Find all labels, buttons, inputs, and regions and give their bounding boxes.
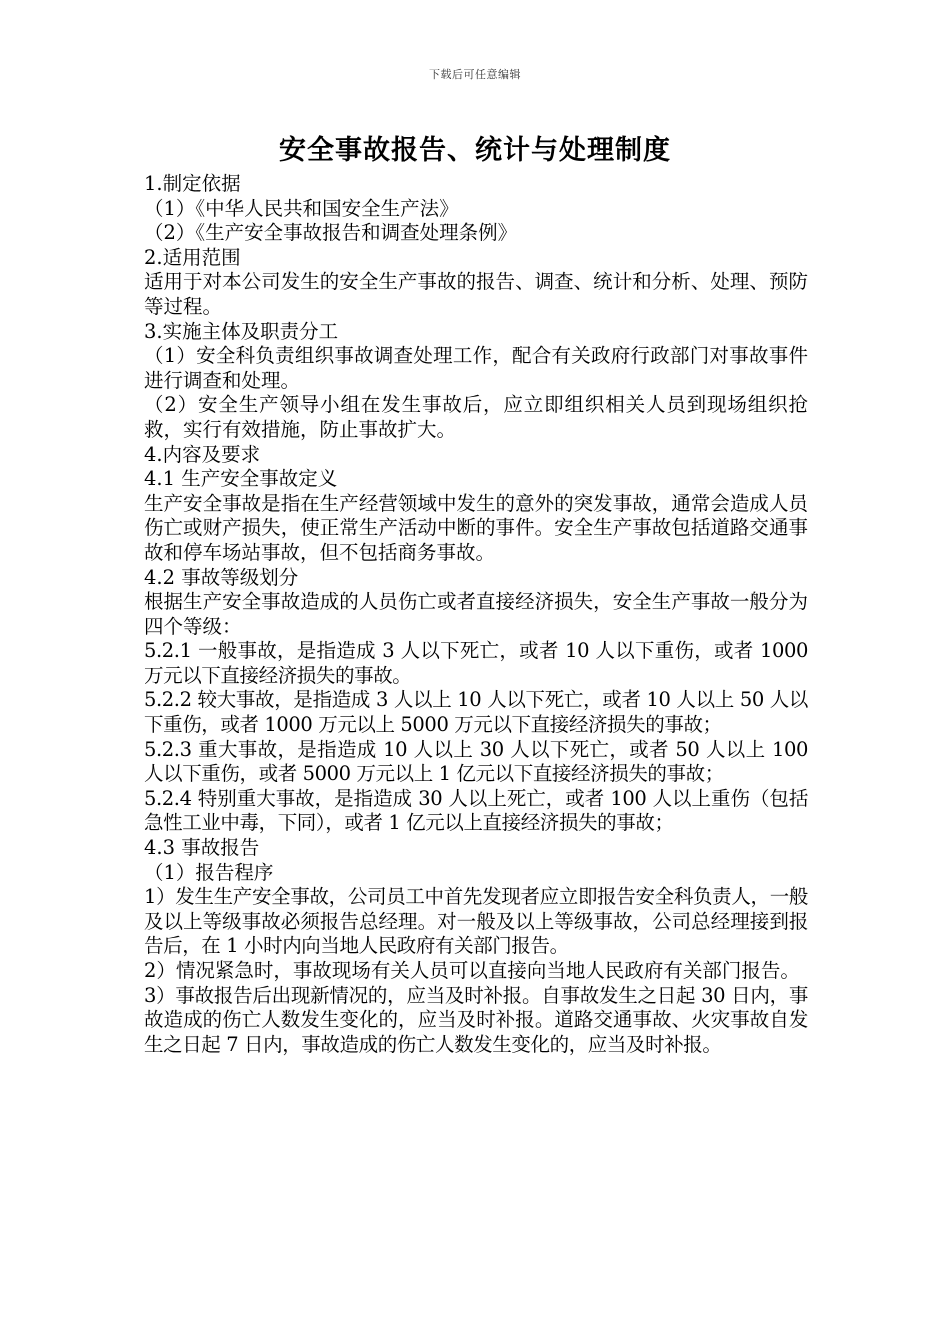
list-item: 5.2.3 重大事故，是指造成 10 人以上 30 人以下死亡，或者 50 人以上 100 人以下重伤，或者 5000 万元以上 1 亿元以下直接经济损失的事故； bbox=[144, 737, 808, 786]
section-heading: 1.制定依据 bbox=[144, 172, 241, 195]
paragraph: 根据生产安全事故造成的人员伤亡或者直接经济损失，安全生产事故一般分为四个等级： bbox=[144, 590, 808, 638]
section-heading: 2.适用范围 bbox=[144, 245, 241, 269]
list-item: （2）《生产安全事故报告和调查处理条例》 bbox=[144, 221, 518, 245]
document-title: 安全事故报告、统计与处理制度 bbox=[279, 135, 671, 166]
subsection-heading: 4.2 事故等级划分 bbox=[144, 565, 299, 589]
list-item: 5.2.1 一般事故，是指造成 3 人以下死亡，或者 10 人以下重伤，或者 1000 万元以下直接经济损失的事故。 bbox=[144, 639, 808, 687]
list-item: （2）安全生产领导小组在发生事故后，应立即组织相关人员到现场组织抢救，实行有效措施，防止事故扩大。 bbox=[144, 393, 808, 441]
subsection-heading: 4.3 事故报告 bbox=[144, 836, 260, 860]
paragraph: 2）情况紧急时，事故现场有关人员可以直接向当地人民政府有关部门报告。 bbox=[144, 959, 800, 982]
paragraph: 适用于对本公司发生的安全生产事故的报告、调查、统计和分析、处理、预防等过程。 bbox=[144, 270, 808, 318]
document-body bbox=[144, 172, 808, 1057]
list-item: 5.2.2 较大事故，是指造成 3 人以上 10 人以下死亡，或者 10 人以上 50 人以下重伤，或者 1000 万元以上 5000 万元以下直接经济损失的事故； bbox=[144, 688, 808, 737]
paragraph: 1）发生生产安全事故，公司员工中首先发现者应立即报告安全科负责人，一般及以上等级事故必须报告总经理。对一般及以上等级事故，公司总经理接到报告后，在 1 小时内向当地人民政府有关部门报告。 bbox=[144, 885, 808, 958]
list-item: （1）安全科负责组织事故调查处理工作，配合有关政府行政部门对事故事件进行调查和处理。 bbox=[144, 344, 808, 392]
section-heading: 4.内容及要求 bbox=[144, 442, 261, 466]
list-item: （1）报告程序 bbox=[144, 860, 274, 884]
section-heading: 3.实施主体及职责分工 bbox=[144, 319, 339, 343]
subsection-heading: 4.1 生产安全事故定义 bbox=[144, 467, 338, 491]
header-note: 下载后可任意编辑 bbox=[429, 68, 521, 81]
paragraph: 生产安全事故是指在生产经营领域中发生的意外的突发事故，通常会造成人员伤亡或财产损失，使正常生产活动中断的事件。安全生产事故包括道路交通事故和停车场站事故，但不包括商务事故。 bbox=[144, 491, 808, 564]
paragraph: 3）事故报告后出现新情况的，应当及时补报。自事故发生之日起 30 日内，事故造成的伤亡人数发生变化的，应当及时补报。道路交通事故、火灾事故自发生之日起 7 日内，事故造成的伤亡人数发生变化的，应当及时补报。 bbox=[144, 983, 808, 1056]
list-item: 5.2.4 特别重大事故，是指造成 30 人以上死亡，或者 100 人以上重伤（包括急性工业中毒，下同），或者 1 亿元以上直接经济损失的事故； bbox=[144, 786, 808, 835]
list-item: （1）《中华人民共和国安全生产法》 bbox=[144, 196, 459, 220]
